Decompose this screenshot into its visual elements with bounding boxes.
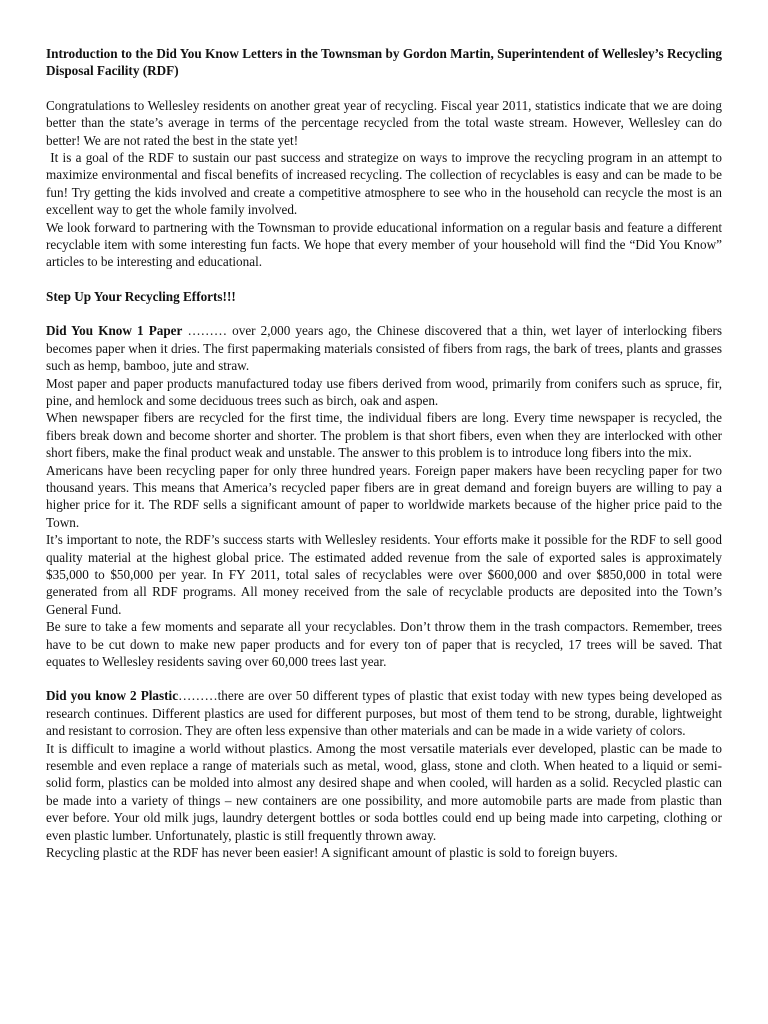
paper-paragraph-5: It’s important to note, the RDF’s success starts with Wellesley residents. Your efforts make it possible for the RDF to sell good quality material at the highest global price. The estimated added revenue from the sale of exported sales is approximately $35,000 to $50,000 per year. In FY 2011, total sales of recyclables were over $600,000 and over $850,000 in total were generated from all RDF programs. All money received from the sale of recyclable products are deposited into the Town’s General Fund.	[46, 532, 722, 617]
intro-paragraph-2: It is a goal of the RDF to sustain our past success and strategize on ways to improve the recycling program in an attempt to maximize environmental and fiscal benefits of increased recycling. The collection of recyclables is easy and can be made to be fun! Try getting the kids involved and create a competitive atmosphere to see who in the household can recycle the most is an excellent way to get the whole family involved.	[46, 150, 726, 218]
paper-paragraph-2: Most paper and paper products manufactured today use fibers derived from wood, primarily from conifers such as spruce, fir, pine, and hemlock and some deciduous trees such as birch, oak and aspen.	[46, 375, 722, 408]
plastic-first-text: ………there are over 50 different types of plastic that exist today with new types being developed as research continues. Different plastics are used for different purposes, but most of them tend to be strong, durable, lightweight and resistant to corrosion. They are often less expensive than other materials and can be made in a wide variety of colors.	[46, 688, 723, 739]
paper-first-text: ……… over 2,000 years ago, the Chinese discovered that a thin, wet layer of interlocking fibers becomes paper when it dries. The first papermaking materials consisted of fibers from rags, the bark of trees, plants and grasses such as hemp, bamboo, jute and straw.	[46, 323, 726, 374]
spacer	[46, 80, 722, 97]
spacer	[46, 271, 722, 288]
spacer	[46, 305, 722, 322]
plastic-paragraph-1	[46, 687, 722, 739]
paper-paragraph-3: When newspaper fibers are recycled for the first time, the individual fibers are long. Every time newspaper is recycled, the fibers break down and become shorter and shorter. The problem is that short fibers, even when they are interlocked with other short fibers, make the final product weak and unstable. The answer to this problem is to introduce long fibers into the mix.	[46, 410, 722, 461]
plastic-lead: Did you know 2 Plastic	[46, 688, 179, 704]
document-page	[46, 45, 726, 861]
paper-paragraph-1	[46, 322, 726, 374]
paper-paragraph-6: Be sure to take a few moments and separate all your recyclables. Don’t throw them in the trash compactors. Remember, trees have to be cut down to make new paper products and for every ton of paper that is recycled, 17 trees will be saved. That equates to Wellesley residents saving over 60,000 trees last year.	[46, 619, 722, 669]
paper-lead: Did You Know 1 Paper	[46, 323, 183, 339]
plastic-paragraph-2: It is difficult to imagine a world without plastics. Among the most versatile materials ever developed, plastic can be made to resemble and even replace a range of materials such as metal, wood, glass, stone and cloth. When heated to a liquid or semi-solid form, plastics can be molded into almost any desired shape and when cooled, will harden as a solid. Recycled plastic can be made into a variety of things – new containers are one possibility, and more automobile parts are made from plastic than ever before. Your old milk jugs, laundry detergent bottles or soda bottles could end up being made into carpeting, clothing or even plastic lumber. Unfortunately, plastic is still frequently thrown away.	[46, 740, 722, 843]
step-up-heading: Step Up Your Recycling Efforts!!!	[46, 288, 236, 304]
spacer	[46, 670, 722, 687]
plastic-paragraph-3: Recycling plastic at the RDF has never been easier! A significant amount of plastic is sold to foreign buyers.	[46, 845, 618, 861]
intro-paragraph-1: Congratulations to Wellesley residents on another great year of recycling. Fiscal year 2011, statistics indicate that we are doing better than the state’s average in terms of the percentage recycled from the total waste stream. However, Wellesley can do better! We are not rated the best in the state yet!	[46, 97, 722, 148]
document-title: Introduction to the Did You Know Letters in the Townsman by Gordon Martin, Superintendent of Wellesley’s Recycling Disposal Facility (RDF)	[46, 46, 722, 79]
intro-paragraph-3: We look forward to partnering with the Townsman to provide educational information on a regular basis and feature a different recyclable item with some interesting fun facts. We hope that every member of your household will find the “Did You Know” articles to be interesting and educational.	[46, 219, 722, 270]
paper-paragraph-4: Americans have been recycling paper for only three hundred years. Foreign paper makers have been recycling paper for two thousand years. This means that America’s recycled paper fibers are in great demand and foreign buyers are willing to pay a higher price for it. The RDF sells a significant amount of paper to worldwide markets because of the higher price paid to the Town.	[46, 462, 722, 530]
